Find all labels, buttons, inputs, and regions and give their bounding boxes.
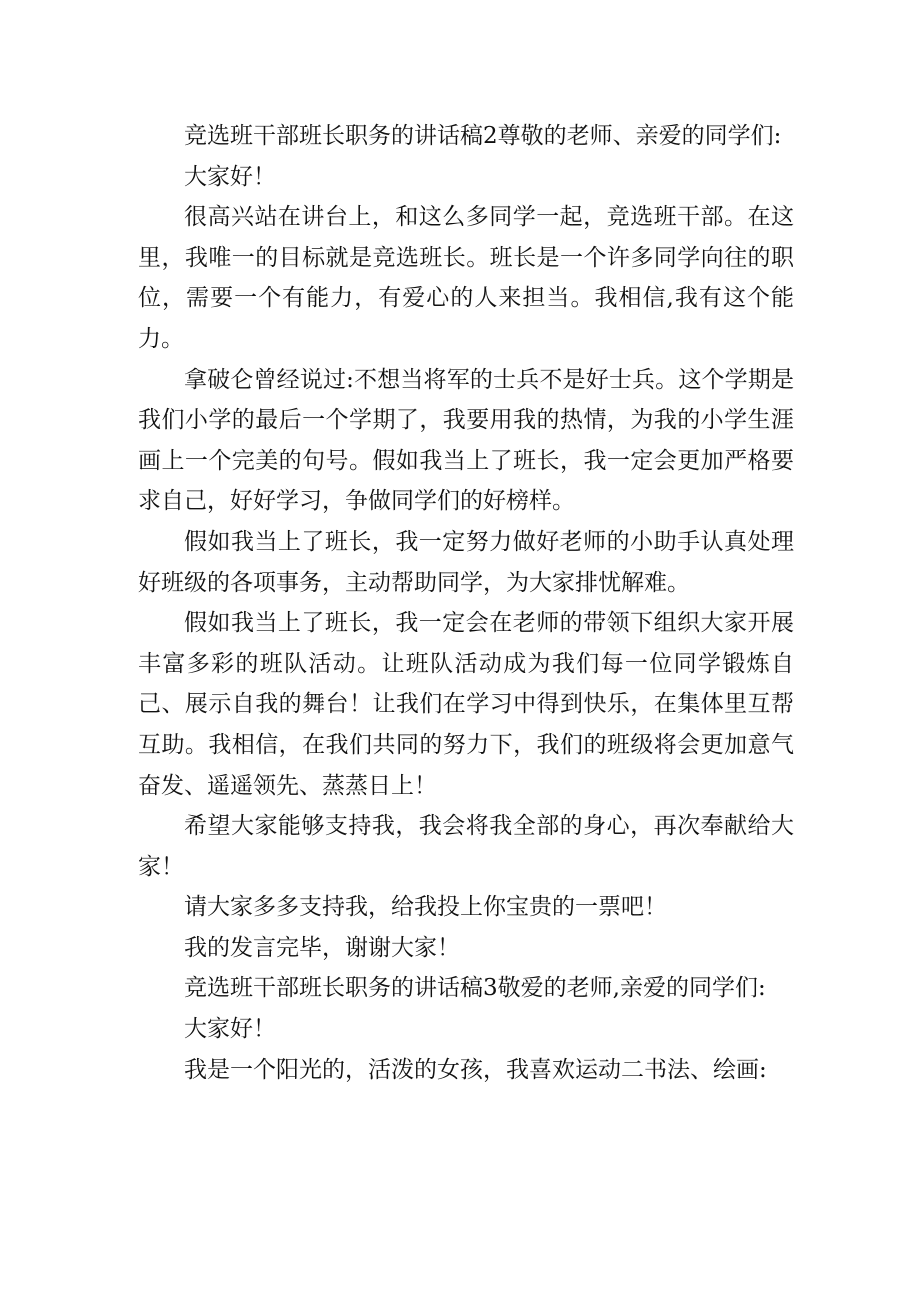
paragraph-speech-3-title: 竞选班干部班长职务的讲话稿3敬爱的老师,亲爱的同学们: [184, 975, 766, 1002]
paragraph-greeting: 大家好！ [184, 163, 276, 190]
paragraph-helper-promise: 假如我当上了班长，我一定努力做好老师的小助手认真处理好班级的各项事务，主动帮助同学，为大家排忧解难。 [138, 528, 794, 596]
paragraph-speech-2-title: 竞选班干部班长职务的讲话稿2尊敬的老师、亲爱的同学们: [184, 123, 782, 149]
document-body [138, 116, 794, 1090]
paragraph-closing: 我的发言完毕，谢谢大家！ [184, 934, 460, 961]
paragraph-napoleon-quote: 拿破仑曾经说过:不想当将军的士兵不是好士兵。这个学期是我们小学的最后一个学期了，我要用我的热情，为我的小学生涯画上一个完美的句号。假如我当上了班长，我一定会更加严格要求自己，好好学习，争做同学们的好榜样。 [138, 366, 794, 515]
paragraph-greeting-2: 大家好！ [184, 1016, 276, 1043]
paragraph-support-request: 希望大家能够支持我，我会将我全部的身心，再次奉献给大家！ [138, 813, 794, 880]
paragraph-vote-request: 请大家多多支持我，给我投上你宝贵的一票吧！ [184, 894, 667, 921]
paragraph-intro: 很高兴站在讲台上，和这么多同学一起，竞选班干部。在这里，我唯一的目标就是竞选班长。班长是一个许多同学向往的职位，需要一个有能力，有爱心的人来担当。我相信,我有这个能力。 [138, 204, 794, 352]
paragraph-self-introduction: 我是一个阳光的，活泼的女孩，我喜欢运动二书法、绘画: [184, 1056, 767, 1083]
paragraph-activities-promise: 假如我当上了班长，我一定会在老师的带领下组织大家开展丰富多彩的班队活动。让班队活动成为我们每一位同学锻炼自己、展示自我的舞台！让我们在学习中得到快乐，在集体里互帮互助。我相信，在我们共同的努力下，我们的班级将会更加意气奋发、遥遥领先、蒸蒸日上！ [138, 610, 794, 799]
